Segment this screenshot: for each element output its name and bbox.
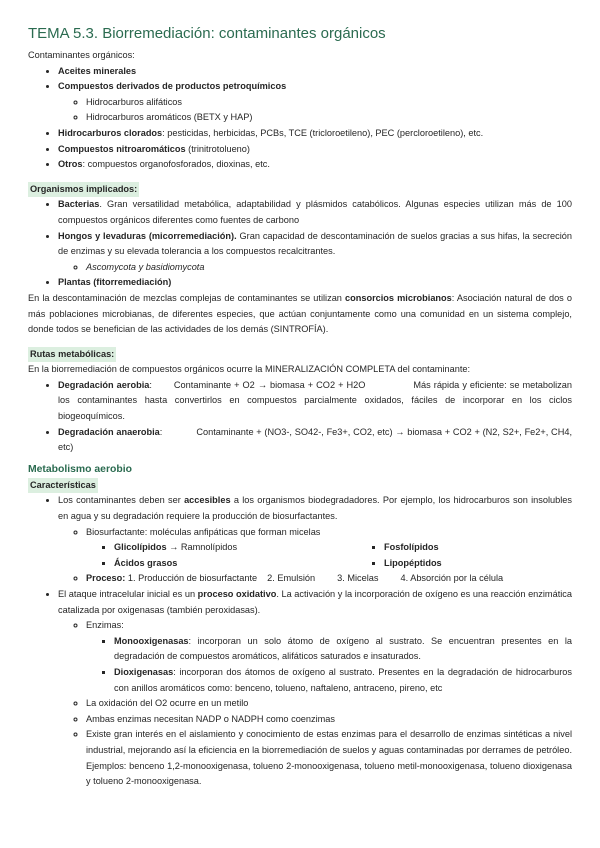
list-item: Lipopéptidos bbox=[384, 557, 442, 568]
list-item: • Compuestos derivados de productos petroquímicos ◦ Hidrocarburos alifáticos ◦ Hidrocarburos aromáticos (BETX y HAP) bbox=[58, 79, 572, 126]
list-item: Glicolípidos → Ramnolípidos bbox=[114, 542, 238, 553]
list-item: Fosfolípidos bbox=[384, 542, 439, 553]
list-item: ◦ Ascomycota y basidiomycota bbox=[86, 260, 572, 276]
sublist bbox=[58, 95, 572, 126]
page-title: TEMA 5.3. Biorremediación: contaminantes orgánicos bbox=[28, 25, 386, 42]
list-item: • Aceites minerales bbox=[58, 64, 572, 80]
organisms-list bbox=[28, 197, 572, 291]
list-item: ◦ Biosurfactante: moléculas anfipáticas que forman micelas Glicolípidos → Ramnolípidos Fosfolípidos Ácidos grasos Lipopéptidos bbox=[86, 525, 572, 572]
list-item: ◦ La oxidación del O2 ocurre en un metilo bbox=[86, 696, 572, 712]
contaminants-list bbox=[28, 64, 572, 173]
list-item: ◦ Hidrocarburos alifáticos bbox=[86, 95, 572, 111]
list-item: • Compuestos nitroaromáticos (trinitrotolueno) bbox=[58, 142, 572, 158]
list-item: • Degradación anaerobia: Contaminante + (NO3-, SO42-, Fe3+, CO2, etc) → biomasa + CO2 + (N2, S2+, Fe2+, CH4, etc) bbox=[58, 425, 572, 456]
list-item: • Plantas (fitorremediación) bbox=[58, 275, 572, 291]
list-item: • Hidrocarburos clorados: pesticidas, herbicidas, PCBs, TCE (tricloroetileno), PEC (percloroetileno), etc. bbox=[58, 126, 572, 142]
list-item: ◦ Existe gran interés en el aislamiento y conocimiento de estas enzimas para el desarrollo de enzimas sintéticas a nivel industrial, mejorando así la eficiencia en la biorremediación de suelos y aguas contaminadas por derrames de petróleo. Ejemplos: benceno 1,2-monooxigenasa, tolueno 2-monooxigenasa, tolueno metil-monooxigenasa, tolueno dioxigenasa y tolueno 2-monooxigenasa. bbox=[86, 727, 572, 789]
list-item: ◦ Hidrocarburos aromáticos (BETX y HAP) bbox=[86, 110, 572, 126]
features-list bbox=[28, 493, 572, 789]
contaminants-intro: Contaminantes orgánicos: bbox=[28, 50, 135, 60]
section-heading-organisms: Organismos implicados: bbox=[28, 182, 139, 198]
sublist bbox=[58, 525, 572, 587]
section-heading-aerobic: Metabolismo aerobio bbox=[28, 463, 132, 475]
consortia-paragraph: En la descontaminación de mezclas complejas de contaminantes se utilizan consorcios microbianos: Asociación natural de dos o más poblaciones microbianas, de diferentes especies, que actúan conjuntamente como una comunidad en un sistema complejo, donde todos se benefician de las actividades de los demás (SINTROFÍA). bbox=[28, 292, 572, 335]
list-item: • Bacterias. Gran versatilidad metabólica, adaptabilidad y plásmidos catabólicos. Algunas especies utilizan más de 100 compuestos orgánicos diferentes como fuentes de carbono bbox=[58, 197, 572, 228]
list-item: ◦ Ambas enzimas necesitan NADP o NADPH como coenzimas bbox=[86, 712, 572, 728]
list-item: ◦ Proceso: 1. Producción de biosurfactante 2. Emulsión 3. Micelas 4. Absorción por la célula bbox=[86, 571, 572, 587]
list-item: • Otros: compuestos organofosforados, dioxinas, etc. bbox=[58, 157, 572, 173]
list-item: • Hongos y levaduras (micorremediación). Gran capacidad de descontaminación de suelos gracias a sus hifas, la secreción de enzimas y su elevada tolerancia a los compuestos recalcitrantes. ◦ Ascomycota y basidiomycota bbox=[58, 229, 572, 276]
list-item: ▪ Dioxigenasas: incorporan dos átomos de oxígeno al sustrato. Presentes en la degradación de hidrocarburos con anillos aromáticos como: benceno, tolueno, naftaleno, antraceno, pireno, etc bbox=[114, 665, 572, 696]
list-item: ◦ Enzimas: ▪ Monooxigenasas: incorporan un solo átomo de oxígeno al sustrato. Se encuentran presentes en la degradación de compuestos aromáticos, alifáticos saturados e insaturados. ▪ Dioxigenasas: incorporan dos átomos de oxígeno al sustrato. Presentes en la degradación de hidrocarburos con anillos aromáticos como: benceno, tolueno, naftaleno, antraceno, pireno, etc bbox=[86, 618, 572, 696]
list-item: • El ataque intracelular inicial es un proceso oxidativo. La activación y la incorporación de oxígeno es una reacción enzimática catalizada por oxigenasas (también peroxidasas). ◦ Enzimas: ▪ Monooxigenasas: incorporan un solo átomo de oxígeno al sustrato. Se encuentran presentes en la degradación de compuestos aromáticos, alifáticos saturados e insaturados. ▪ Dioxigenasas: incorporan dos átomos de oxígeno al sustrato. Presentes en la degradación de hidrocarburos con anillos aromáticos como: benceno, tolueno, naftaleno, antraceno, pireno, etc ◦ La oxidación del O2 ocurre en un metilo ◦ Ambas enzimas necesitan NADP o NADPH como coenzimas ◦ Existe gran interés en el aislamiento y conocimiento de estas enzimas para el desarrollo de enzimas sintéticas a nivel industrial, mejorando así la eficiencia en la biorremediación de suelos y aguas contaminadas por derrames de petróleo. Ejemplos: benceno 1,2-monooxigenasa, tolueno 2-monooxigenasa, tolueno metil-monooxigenasa, tolueno dioxigenasa y tolueno 2-monooxigenasa. bbox=[58, 587, 572, 790]
list-item: Ácidos grasos bbox=[114, 557, 178, 568]
routes-intro: En la biorremediación de compuestos orgánicos ocurre la MINERALIZACIÓN COMPLETA del contaminante: bbox=[28, 364, 471, 375]
section-heading-routes: Rutas metabólicas: bbox=[28, 347, 116, 363]
sublist bbox=[86, 634, 572, 696]
routes-list bbox=[28, 378, 572, 456]
list-item: ▪ Monooxigenasas: incorporan un solo átomo de oxígeno al sustrato. Se encuentran presentes en la degradación de compuestos aromáticos, alifáticos saturados e insaturados. bbox=[114, 634, 572, 665]
list-item: • Los contaminantes deben ser accesibles a los organismos biodegradadores. Por ejemplo, los hidrocarburos son insolubles en agua y su degradación requiere la producción de biosurfactantes. ◦ Biosurfactante: moléculas anfipáticas que forman micelas Glicolípidos → Ramnolípidos Fosfolípidos Ácidos grasos Lipopéptidos ◦ Proceso: 1. Producción de biosurfactante 2. Emulsión 3. Micelas 4. Absorción por la célula bbox=[58, 493, 572, 587]
list-item: • Degradación aerobia: Contaminante + O2 → biomasa + CO2 + H2O Más rápida y eficiente: se metabolizan los contaminantes hasta convertirlos en compuestos parcialmente oxidados, fáciles de incorporar en los ciclos biogeoquímicos. bbox=[58, 378, 572, 425]
section-heading-features: Características bbox=[28, 478, 98, 494]
sublist bbox=[58, 260, 572, 276]
sublist bbox=[58, 618, 572, 790]
biosurfactant-types bbox=[86, 540, 572, 571]
